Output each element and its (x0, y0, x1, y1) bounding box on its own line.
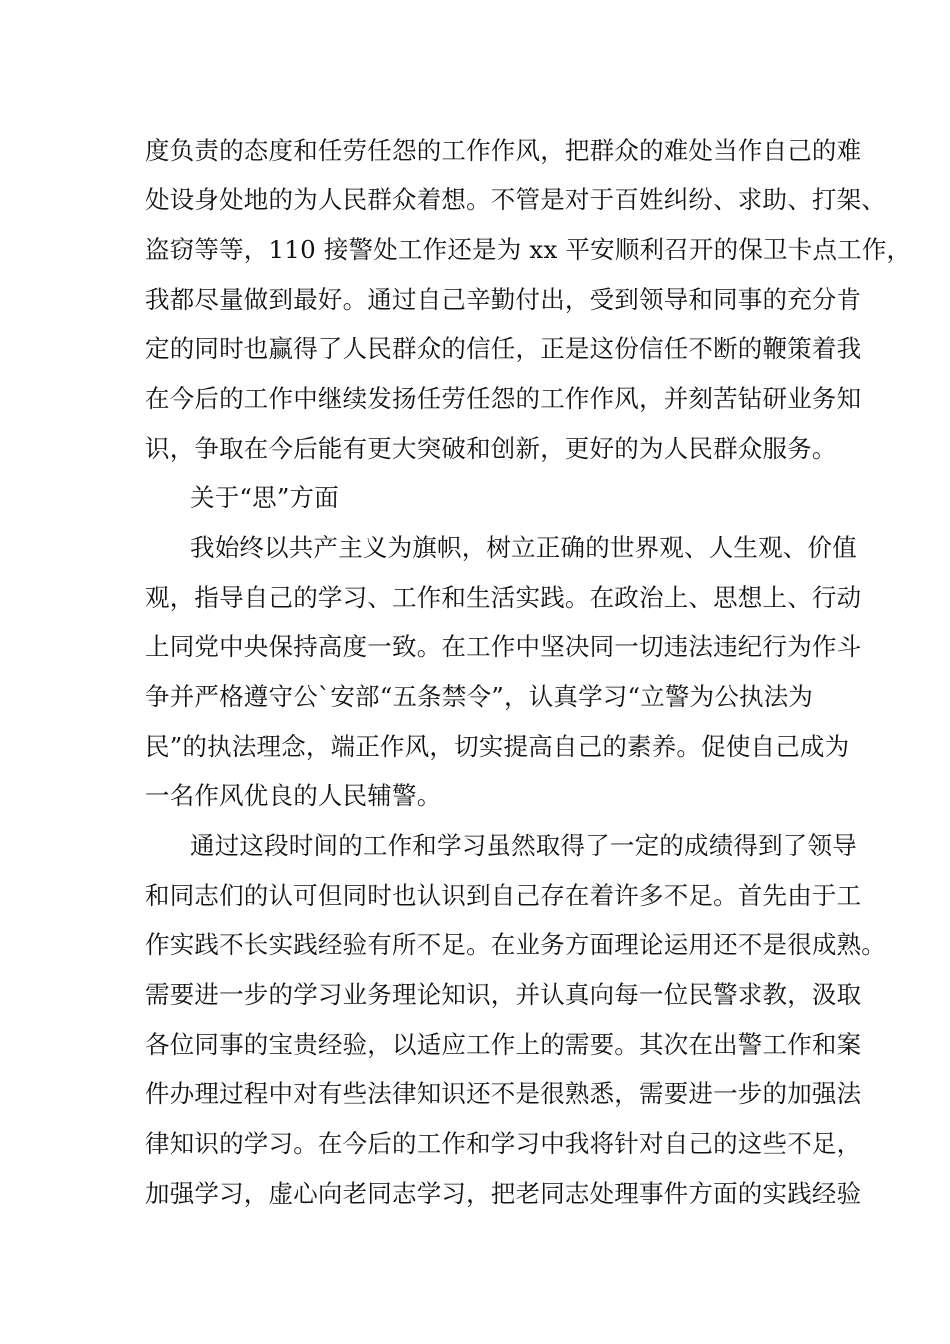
text-line: 我都尽量做到最好。通过自己辛勤付出，受到领导和同事的充分肯 (145, 285, 862, 314)
text-line: 加强学习，虚心向老同志学习，把老同志处理事件方面的实践经验 (145, 1179, 862, 1208)
text-line: 律知识的学习。在今后的工作和学习中我将针对自己的这些不足， (145, 1129, 862, 1158)
text-line: 度负责的态度和任劳任怨的工作作风，把群众的难处当作自己的难 (145, 136, 862, 165)
text-line: 件办理过程中对有些法律知识还不是很熟悉，需要进一步的加强法 (145, 1079, 862, 1108)
text-line: 观，指导自己的学习、工作和生活实践。在政治上、思想上、行动 (145, 583, 862, 612)
text-line: 我始终以共产主义为旗帜，树立正确的世界观、人生观、价值 (190, 533, 857, 562)
text-line: 识，争取在今后能有更大突破和创新，更好的为人民群众服务。 (145, 434, 837, 463)
text-line: 作实践不长实践经验有所不足。在业务方面理论运用还不是很成熟。 (145, 930, 886, 959)
text-line: 在今后的工作中继续发扬任劳任怨的工作作风，并刻苦钻研业务知 (145, 384, 862, 413)
text-line: 民”的执法理念，端正作风，切实提高自己的素养。促使自己成为 (145, 732, 850, 761)
text-line: 和同志们的认可但同时也认识到自己存在着许多不足。首先由于工 (145, 881, 862, 910)
text-line: 需要进一步的学习业务理论知识，并认真向每一位民警求教，汲取 (145, 980, 862, 1009)
section-heading: 关于“思”方面 (190, 483, 339, 512)
text-line: 一名作风优良的人民辅警。 (145, 781, 442, 810)
text-line: 通过这段时间的工作和学习虽然取得了一定的成绩得到了领导 (190, 831, 857, 860)
text-line: 定的同时也赢得了人民群众的信任，正是这份信任不断的鞭策着我 (145, 334, 862, 363)
text-line: 盗窃等等，110 接警处工作还是为 xx 平安顺利召开的保卫卡点工作， (145, 235, 912, 264)
text-line: 争并严格遵守公`安部“五条禁令”，认真学习“立警为公执法为 (145, 682, 814, 711)
text-line: 上同党中央保持高度一致。在工作中坚决同一切违法违纪行为作斗 (145, 632, 862, 661)
text-line: 处设身处地的为人民群众着想。不管是对于百姓纠纷、求助、打架、 (145, 185, 886, 214)
text-line: 各位同事的宝贵经验，以适应工作上的需要。其次在出警工作和案 (145, 1030, 862, 1059)
